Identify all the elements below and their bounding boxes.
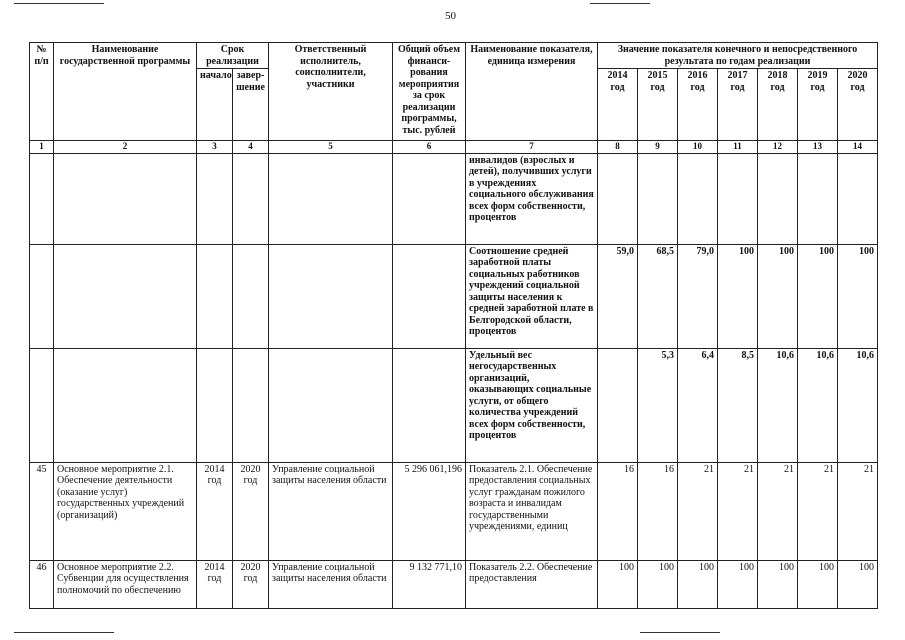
row-indicator: инвалидов (взрослых и детей), получивших услуги в учреждениях социального обслуживания всех форм собственности, процентов: [466, 153, 598, 244]
row-num: [30, 153, 54, 244]
row-value: 5,3: [638, 348, 678, 462]
row-funding: [393, 348, 466, 462]
row-program-name: [54, 153, 197, 244]
header-term-end: завер-шение: [233, 69, 269, 141]
col-index: 6: [393, 141, 466, 154]
col-index: 13: [798, 141, 838, 154]
row-value: 21: [718, 462, 758, 560]
row-responsible: [269, 244, 393, 348]
row-term-end: [233, 348, 269, 462]
header-values-title: Значение показателя конечного и непосредственного результата по годам реализации: [598, 43, 878, 69]
table-row: [30, 560, 878, 608]
header-row-1: [30, 43, 878, 69]
row-value: 21: [758, 462, 798, 560]
row-value: [838, 153, 878, 244]
col-index: 11: [718, 141, 758, 154]
row-value: 21: [678, 462, 718, 560]
header-year: 2016 год: [678, 69, 718, 141]
row-funding: 9 132 771,10: [393, 560, 466, 608]
header-year: 2014 год: [598, 69, 638, 141]
row-term-end: 2020 год: [233, 560, 269, 608]
row-responsible: [269, 348, 393, 462]
table-row: [30, 348, 878, 462]
col-index: 8: [598, 141, 638, 154]
row-responsible: Управление социальной защиты населения области: [269, 462, 393, 560]
row-term-start: [197, 244, 233, 348]
row-responsible: Управление социальной защиты населения области: [269, 560, 393, 608]
col-index: 10: [678, 141, 718, 154]
header-year: 2019 год: [798, 69, 838, 141]
bottom-rule-left: [14, 632, 114, 633]
row-term-start: 2014 год: [197, 462, 233, 560]
row-value: 8,5: [718, 348, 758, 462]
row-value: 16: [598, 462, 638, 560]
header-indicator: Наименование показателя, единица измерения: [466, 43, 598, 141]
row-term-end: [233, 153, 269, 244]
row-value: [678, 153, 718, 244]
header-term: Срок реализации: [197, 43, 269, 69]
row-value: [798, 153, 838, 244]
row-value: [718, 153, 758, 244]
header-num: № п/п: [30, 43, 54, 141]
row-value: 59,0: [598, 244, 638, 348]
col-index: 4: [233, 141, 269, 154]
col-index: 9: [638, 141, 678, 154]
row-num: 45: [30, 462, 54, 560]
row-indicator: Удельный вес негосударственных организаций, оказывающих социальные услуги, от общего количества учреждений всех форм собственности, процентов: [466, 348, 598, 462]
row-program-name: Основное мероприятие 2.2. Субвенции для осуществления полномочий по обеспечению: [54, 560, 197, 608]
row-indicator: Показатель 2.1. Обеспечение предоставления социальных услуг гражданам пожилого возраста и инвалидам государственными учреждениями, единиц: [466, 462, 598, 560]
row-num: [30, 348, 54, 462]
header-year: 2018 год: [758, 69, 798, 141]
row-num: 46: [30, 560, 54, 608]
row-value: 100: [718, 244, 758, 348]
row-term-start: [197, 153, 233, 244]
row-program-name: [54, 348, 197, 462]
row-value: 68,5: [638, 244, 678, 348]
row-responsible: [269, 153, 393, 244]
row-funding: 5 296 061,196: [393, 462, 466, 560]
table-row: [30, 462, 878, 560]
program-table: [29, 42, 878, 609]
table-row: [30, 153, 878, 244]
header-funding: Общий объем финанси-рования мероприятия за срок реализации программы, тыс. рублей: [393, 43, 466, 141]
row-funding: [393, 244, 466, 348]
header-term-start: начало: [197, 69, 233, 141]
row-indicator: Показатель 2.2. Обеспечение предоставления: [466, 560, 598, 608]
row-value: 100: [758, 244, 798, 348]
row-value: [598, 153, 638, 244]
row-value: [638, 153, 678, 244]
col-index: 3: [197, 141, 233, 154]
col-index: 7: [466, 141, 598, 154]
row-value: 100: [798, 560, 838, 608]
col-index: 12: [758, 141, 798, 154]
row-value: 21: [798, 462, 838, 560]
row-funding: [393, 153, 466, 244]
row-program-name: [54, 244, 197, 348]
row-program-name: Основное мероприятие 2.1. Обеспечение деятельности (оказание услуг) государственных учреждений (организаций): [54, 462, 197, 560]
col-index: 5: [269, 141, 393, 154]
row-value: 6,4: [678, 348, 718, 462]
row-value: 100: [598, 560, 638, 608]
table-row: [30, 244, 878, 348]
row-value: 100: [758, 560, 798, 608]
row-value: 10,6: [838, 348, 878, 462]
col-index: 1: [30, 141, 54, 154]
header-year: 2015 год: [638, 69, 678, 141]
top-rule-right: [590, 3, 650, 4]
row-term-end: 2020 год: [233, 462, 269, 560]
header-year: 2017 год: [718, 69, 758, 141]
row-value: [758, 153, 798, 244]
row-value: 100: [838, 244, 878, 348]
col-index: 14: [838, 141, 878, 154]
row-num: [30, 244, 54, 348]
row-term-start: 2014 год: [197, 560, 233, 608]
bottom-rule-right: [640, 632, 720, 633]
header-program-name: Наименование государственной программы: [54, 43, 197, 141]
row-value: 16: [638, 462, 678, 560]
row-value: 100: [718, 560, 758, 608]
row-value: 100: [798, 244, 838, 348]
col-index: 2: [54, 141, 197, 154]
top-rule-left: [14, 3, 104, 4]
row-value: 100: [838, 560, 878, 608]
row-value: 100: [638, 560, 678, 608]
header-year: 2020 год: [838, 69, 878, 141]
row-value: 10,6: [798, 348, 838, 462]
row-indicator: Соотношение средней заработной платы социальных работников учреждений социальной защиты населения к средней заработной плате в Белгородской области, процентов: [466, 244, 598, 348]
page-number: 50: [445, 10, 456, 22]
row-value: 21: [838, 462, 878, 560]
row-value: [598, 348, 638, 462]
row-term-end: [233, 244, 269, 348]
header-responsible: Ответственный исполнитель, соисполнители, участники: [269, 43, 393, 141]
row-value: 10,6: [758, 348, 798, 462]
row-term-start: [197, 348, 233, 462]
row-value: 79,0: [678, 244, 718, 348]
row-value: 100: [678, 560, 718, 608]
table-body: [30, 153, 878, 608]
column-index-row: [30, 141, 878, 154]
